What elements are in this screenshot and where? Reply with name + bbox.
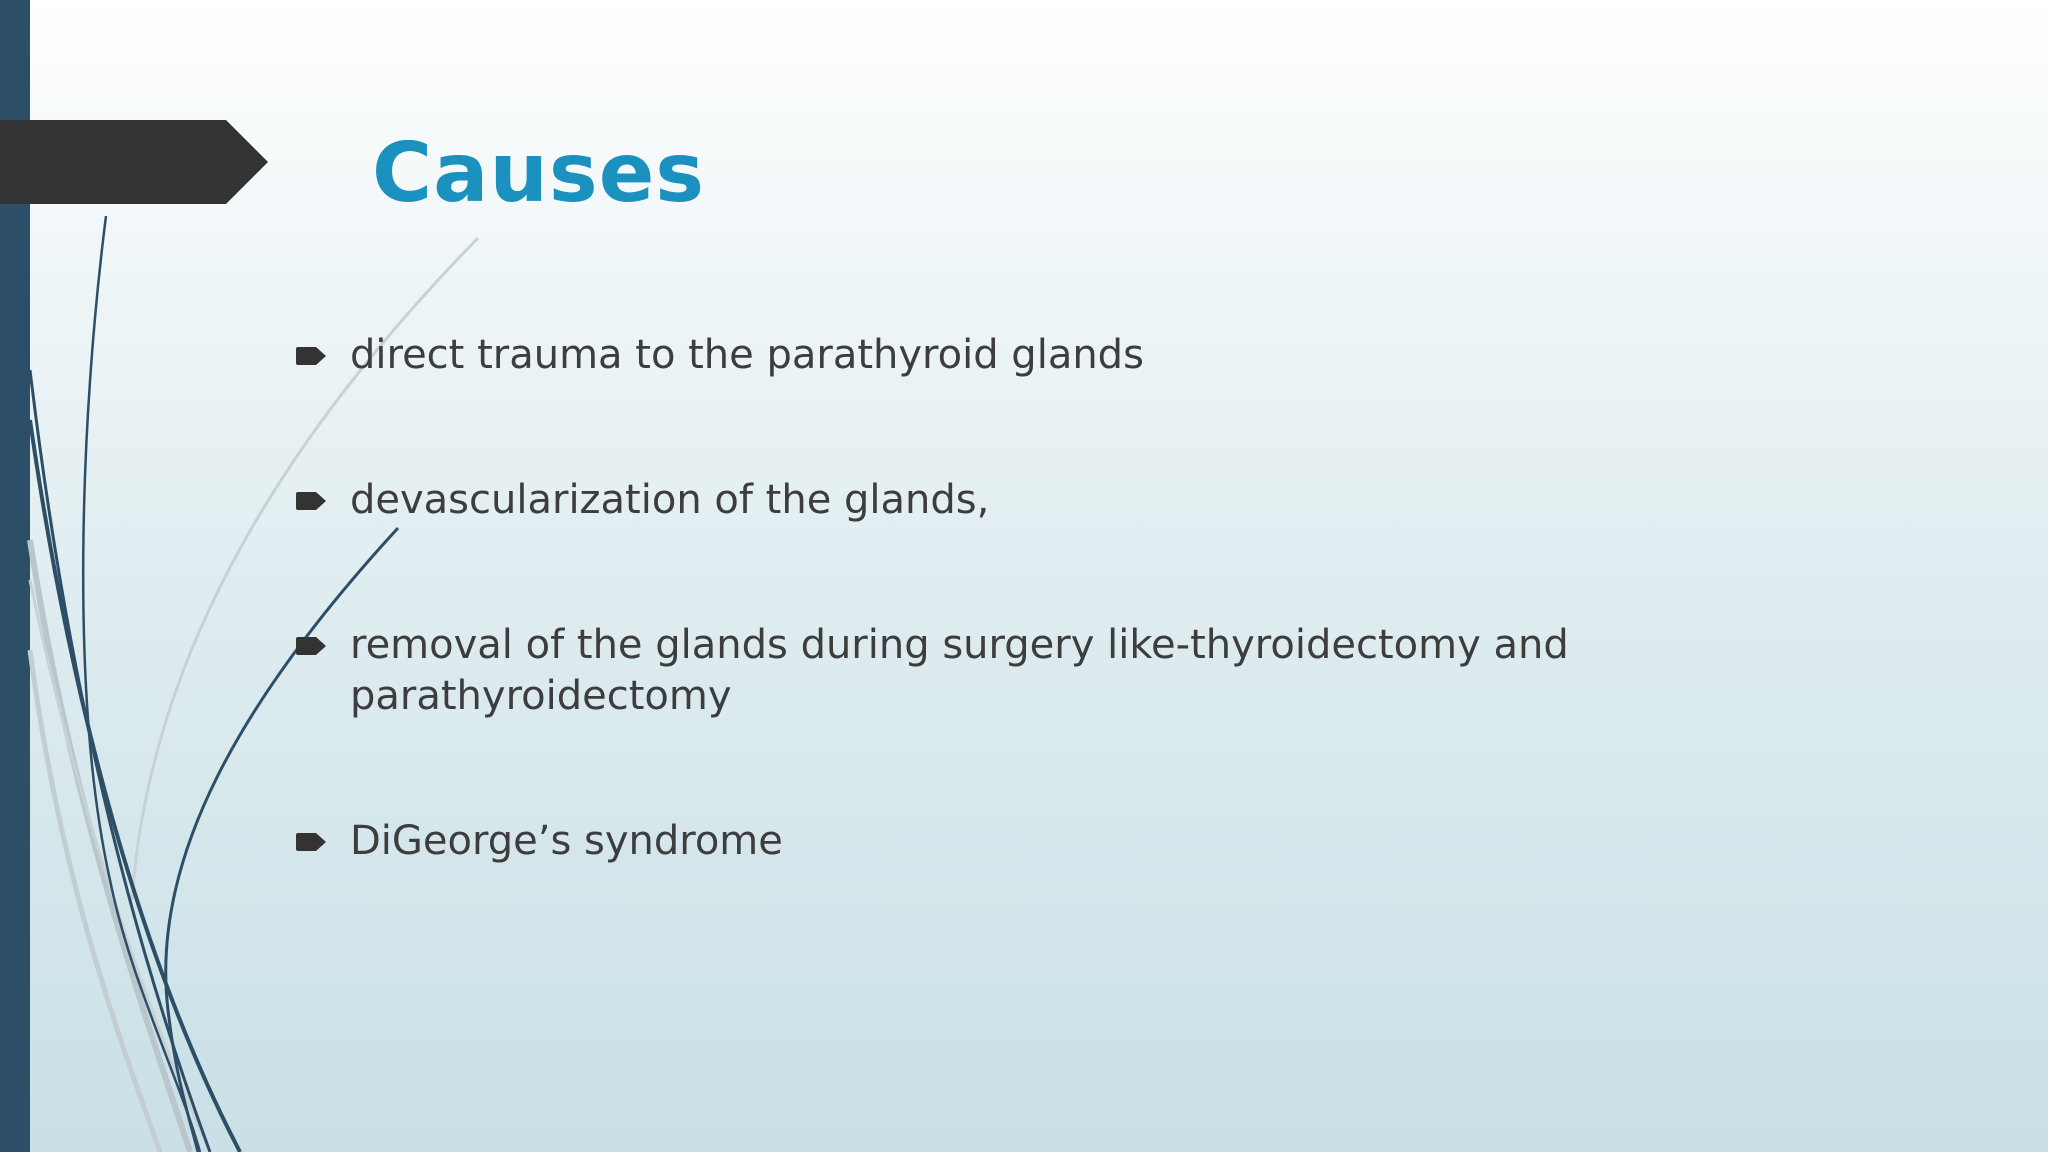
right-arrow-bullet-icon [294,345,328,367]
right-arrow-bullet-icon [294,831,328,853]
bullet-text: direct trauma to the parathyroid glands [350,332,1144,378]
bullet-text: removal of the glands during surgery like-thyroidectomy and parathyroidectomy [350,622,1569,719]
bullet-text: DiGeorge’s syndrome [350,818,783,864]
right-arrow-bullet-icon [294,635,328,657]
bullet-item [290,816,1710,867]
title-tab-arrow [0,120,268,204]
slide-title: Causes [372,126,706,221]
bullet-item [290,475,1710,526]
right-arrow-bullet-icon [294,490,328,512]
bullet-item [290,330,1710,381]
bullet-item [290,620,1710,722]
bullet-text: devascularization of the glands, [350,477,990,523]
bullet-list [290,330,1710,867]
